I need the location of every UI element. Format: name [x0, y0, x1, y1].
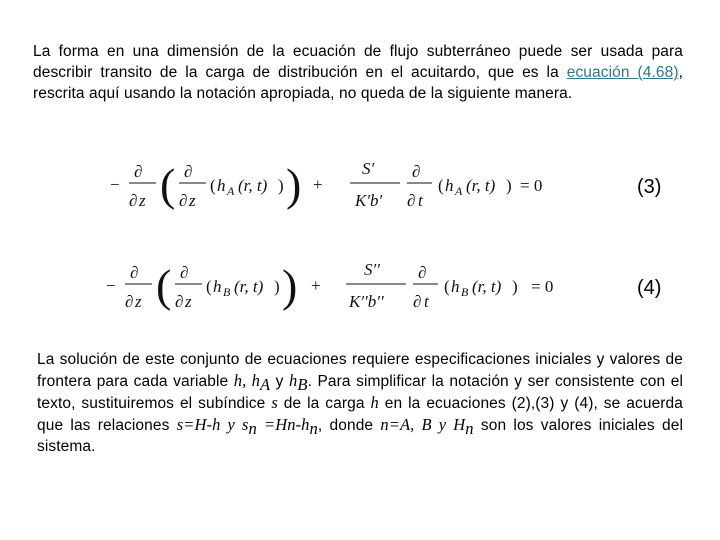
sol-sub-n2: n [309, 419, 318, 439]
svg-text:): ) [278, 176, 284, 195]
svg-text:∂: ∂ [180, 263, 189, 282]
svg-text:∂: ∂ [418, 263, 427, 282]
svg-text:+: + [313, 175, 323, 194]
sol-var-h: h, h [233, 371, 260, 390]
svg-text:): ) [282, 260, 298, 311]
equation-4-number: (4) [637, 277, 662, 299]
svg-text:): ) [274, 277, 280, 296]
sol-text-5: en la ecuaciones (2),(3) y (4), se acuerda que las relaciones [37, 395, 683, 434]
sol-relation-3: n=A, B y H [380, 415, 466, 434]
svg-text:h: h [451, 277, 460, 296]
sol-var-h2: h [370, 393, 379, 412]
equation-link[interactable]: ecuación (4.68) [566, 64, 679, 81]
sol-text-4: de la carga [277, 395, 371, 412]
svg-text:∂: ∂ [125, 292, 134, 311]
eq3-coeff-num: S′ [362, 159, 375, 178]
svg-text:∂: ∂ [184, 162, 193, 181]
svg-text:∂: ∂ [175, 292, 184, 311]
svg-text:(: ( [156, 260, 172, 311]
sol-sub-n1: n [248, 419, 257, 439]
svg-text:z: z [139, 191, 146, 210]
sol-text-2: y [270, 373, 290, 390]
svg-text:t: t [424, 292, 429, 311]
sol-var-hb: h [289, 371, 298, 390]
svg-text:∂: ∂ [412, 162, 421, 181]
equation-3 [110, 150, 570, 220]
eq4-coeff-num: S′′ [364, 260, 380, 279]
svg-text:(: ( [206, 277, 212, 296]
svg-text:(: ( [444, 277, 450, 296]
svg-text:z: z [135, 292, 142, 311]
eq3-sub: A [227, 184, 235, 198]
sol-text-6: , donde [317, 417, 381, 434]
eq3-args: (r, t) [238, 176, 268, 195]
svg-text:∂: ∂ [134, 162, 143, 181]
svg-text:(r, t): (r, t) [466, 176, 496, 195]
svg-text:∂: ∂ [179, 191, 188, 210]
sol-var-s: s [271, 393, 278, 412]
eq4-coeff-den: K′′b′′ [349, 292, 384, 311]
svg-text:(: ( [160, 159, 176, 210]
svg-text:z: z [185, 292, 192, 311]
svg-text:∂: ∂ [130, 263, 139, 282]
sol-sub-a: A [259, 375, 271, 395]
svg-text:B: B [461, 285, 469, 299]
svg-text:(: ( [438, 176, 444, 195]
svg-text:∂: ∂ [413, 292, 422, 311]
intro-paragraph [33, 41, 683, 104]
svg-text:(: ( [210, 176, 216, 195]
svg-text:A: A [455, 184, 463, 198]
sol-relation-2: =Hn-h [256, 415, 310, 434]
sol-sub-b: B [297, 375, 308, 395]
svg-text:): ) [512, 277, 518, 296]
solution-paragraph [37, 349, 683, 457]
sol-sub-n3: n [465, 419, 474, 439]
eq4-args: (r, t) [234, 277, 264, 296]
eq4-sub: B [223, 285, 231, 299]
intro-text-a: La forma en una dimensión de la ecuación de flujo subterráneo puede ser usada para describir transito de la carga de distribución en el acuitardo, que es la [33, 43, 683, 81]
svg-text:(r, t): (r, t) [472, 277, 502, 296]
eq4-var: h [213, 277, 222, 296]
eq3-var: h [217, 176, 226, 195]
sol-text-1: La solución de este conjunto de ecuaciones requiere especificaciones iniciales y valores de frontera para cada variable [37, 351, 683, 390]
eq4-rhs: = 0 [531, 277, 554, 296]
equation-4 [106, 253, 586, 323]
eq3-rhs: = 0 [520, 176, 543, 195]
sol-relation-1: s=H-h y s [176, 415, 249, 434]
intro-text-b: , rescrita aquí usando la notación apropiada, no queda de la siguiente manera. [33, 64, 684, 102]
eq3-coeff-den: K′b′ [355, 191, 383, 210]
svg-text:z: z [189, 191, 196, 210]
equation-3-number: (3) [637, 176, 662, 198]
sol-text-3: . Para simplificar la notación y ser consistente con el texto, sustituiremos el subíndice [37, 373, 684, 412]
svg-text:h: h [445, 176, 454, 195]
svg-text:): ) [286, 159, 302, 210]
svg-text:+: + [311, 276, 321, 295]
svg-text:−: − [106, 276, 116, 295]
svg-text:t: t [418, 191, 423, 210]
svg-text:∂: ∂ [129, 191, 138, 210]
svg-text:): ) [506, 176, 512, 195]
svg-text:∂: ∂ [407, 191, 416, 210]
sol-text-7: son los valores iniciales del sistema. [37, 417, 683, 455]
svg-text:−: − [110, 175, 120, 194]
